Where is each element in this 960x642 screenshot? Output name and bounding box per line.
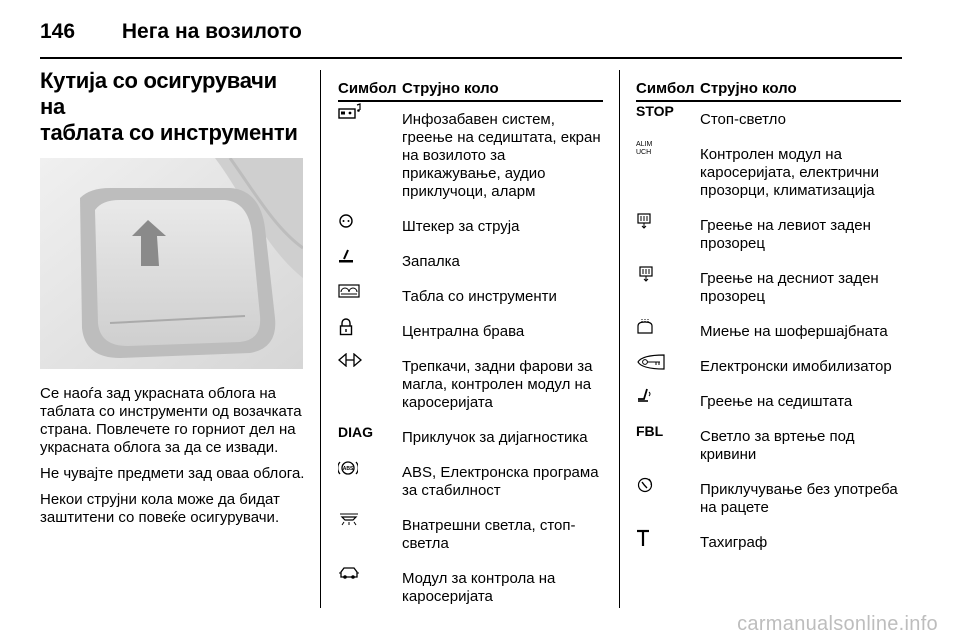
header-rule: [40, 57, 902, 59]
body-control-module-icon: [338, 565, 360, 581]
circuit-description: Приклучок за дијагностика: [402, 429, 588, 446]
circuit-description: Електронски имобилизатор: [700, 358, 892, 375]
table-header-middle: [338, 80, 603, 102]
left-column: [40, 68, 305, 535]
body-paragraph: Не чувајте предмети зад оваа облога.: [40, 465, 305, 482]
table-row: [636, 264, 901, 317]
table-row: [338, 212, 603, 247]
instrument-panel-icon: [338, 283, 360, 299]
chapter-title: Нега на возилото: [121, 20, 302, 43]
table-row: [338, 282, 603, 317]
circuit-description: Централна брава: [402, 323, 525, 340]
fuse-box-cover-illustration: [40, 158, 303, 369]
right-rear-window-heat-icon: [636, 265, 654, 283]
symbol-text: FBL: [636, 423, 664, 439]
circuit-description: Модул за контрола на каросеријата: [402, 570, 556, 605]
header-symbol: Симбол: [636, 80, 695, 97]
section-title-line1: Кутија со осигурувачи на: [40, 68, 277, 119]
seat-heating-icon: [636, 388, 652, 404]
page-number: 146: [40, 20, 76, 43]
header-symbol: Симбол: [338, 80, 397, 97]
table-row: [636, 211, 901, 264]
circuit-description: Греење на седиштата: [700, 393, 853, 410]
uch-label: UCH: [636, 149, 652, 156]
table-header-right: [636, 80, 901, 102]
fuse-table-right: [636, 80, 901, 563]
section-title: [40, 68, 305, 146]
alim-uch-icon: [636, 141, 652, 157]
table-row: [338, 102, 603, 212]
table-row: [636, 422, 901, 475]
watermark: carmanualsonline.info: [737, 613, 938, 635]
table-row: [338, 247, 603, 282]
circuit-description: Тахиграф: [700, 534, 768, 551]
body-paragraph: Некои струјни кола може да бидат заштитени со повеќе осигурувачи.: [40, 491, 280, 526]
table-row: [338, 317, 603, 352]
interior-light-icon: [338, 512, 360, 526]
header-circuit: Струјно коло: [402, 80, 499, 97]
circuit-description: Инфозабавен систем, греење на седиштата, екран на возилото за прикажување, аудио приклучоци, аларм: [402, 111, 601, 200]
svg-text:ABS: ABS: [342, 466, 354, 472]
table-row: [636, 317, 901, 352]
table-row: [338, 564, 603, 617]
page-header: [40, 20, 302, 44]
table-row: [636, 387, 901, 422]
fuse-box-cover-photo: [40, 158, 303, 369]
table-row: [636, 140, 901, 211]
circuit-description: Миење на шофершајбната: [700, 323, 888, 340]
washer-icon: [636, 318, 654, 336]
circuit-description: Трепкачи, задни фарови за магла, контролен модул на каросеријата: [402, 358, 593, 411]
body-paragraph: Се наоѓа зад украсната облога на таблата со инструменти од возачката страна. Повлечете го горниот дел на украсната облога за да се извади.: [40, 385, 302, 456]
turn-signal-icon: [338, 353, 362, 367]
table-row: [338, 511, 603, 564]
table-row: [636, 102, 901, 140]
symbol-text: DIAG: [338, 424, 373, 440]
circuit-description: Контролен модул на каросеријата, електрични прозорци, климатизација: [700, 146, 879, 199]
column-divider-right: [619, 70, 620, 608]
power-socket-icon: [338, 213, 354, 229]
table-row: [338, 423, 603, 458]
circuit-description: Греење на левиот заден прозорец: [700, 217, 871, 252]
fuse-table-middle: [338, 80, 603, 617]
left-paragraphs: [40, 385, 305, 527]
symbol-text: STOP: [636, 103, 674, 119]
column-divider-left: [320, 70, 321, 608]
hands-free-icon: [636, 476, 654, 494]
immobilizer-icon: [636, 353, 666, 371]
circuit-description: Греење на десниот заден прозорец: [700, 270, 879, 305]
circuit-description: Светло за вртење под кривини: [700, 428, 855, 463]
circuit-description: Стоп-светло: [700, 111, 786, 128]
left-rear-window-heat-icon: [636, 212, 654, 230]
section-title-line2: таблата со инструменти: [40, 120, 298, 145]
abs-icon: [338, 459, 358, 477]
circuit-description: Запалка: [402, 253, 460, 270]
tachograph-icon: [636, 529, 650, 547]
circuit-description: ABS, Електронска програма за стабилност: [402, 464, 599, 499]
central-lock-icon: [338, 318, 354, 336]
table-row: [636, 352, 901, 387]
table-row: [338, 458, 603, 511]
cigarette-lighter-icon: [338, 248, 354, 264]
circuit-description: Табла со инструменти: [402, 288, 557, 305]
table-row: [338, 352, 603, 423]
alim-label: ALIM: [636, 141, 653, 148]
circuit-description: Внатрешни светла, стоп-светла: [402, 517, 576, 552]
table-row: [636, 528, 901, 563]
infotainment-icon: [338, 103, 362, 121]
table-row: [636, 475, 901, 528]
circuit-description: Приклучување без употреба на рацете: [700, 481, 898, 516]
header-circuit: Струјно коло: [700, 80, 797, 97]
circuit-description: Штекер за струја: [402, 218, 520, 235]
